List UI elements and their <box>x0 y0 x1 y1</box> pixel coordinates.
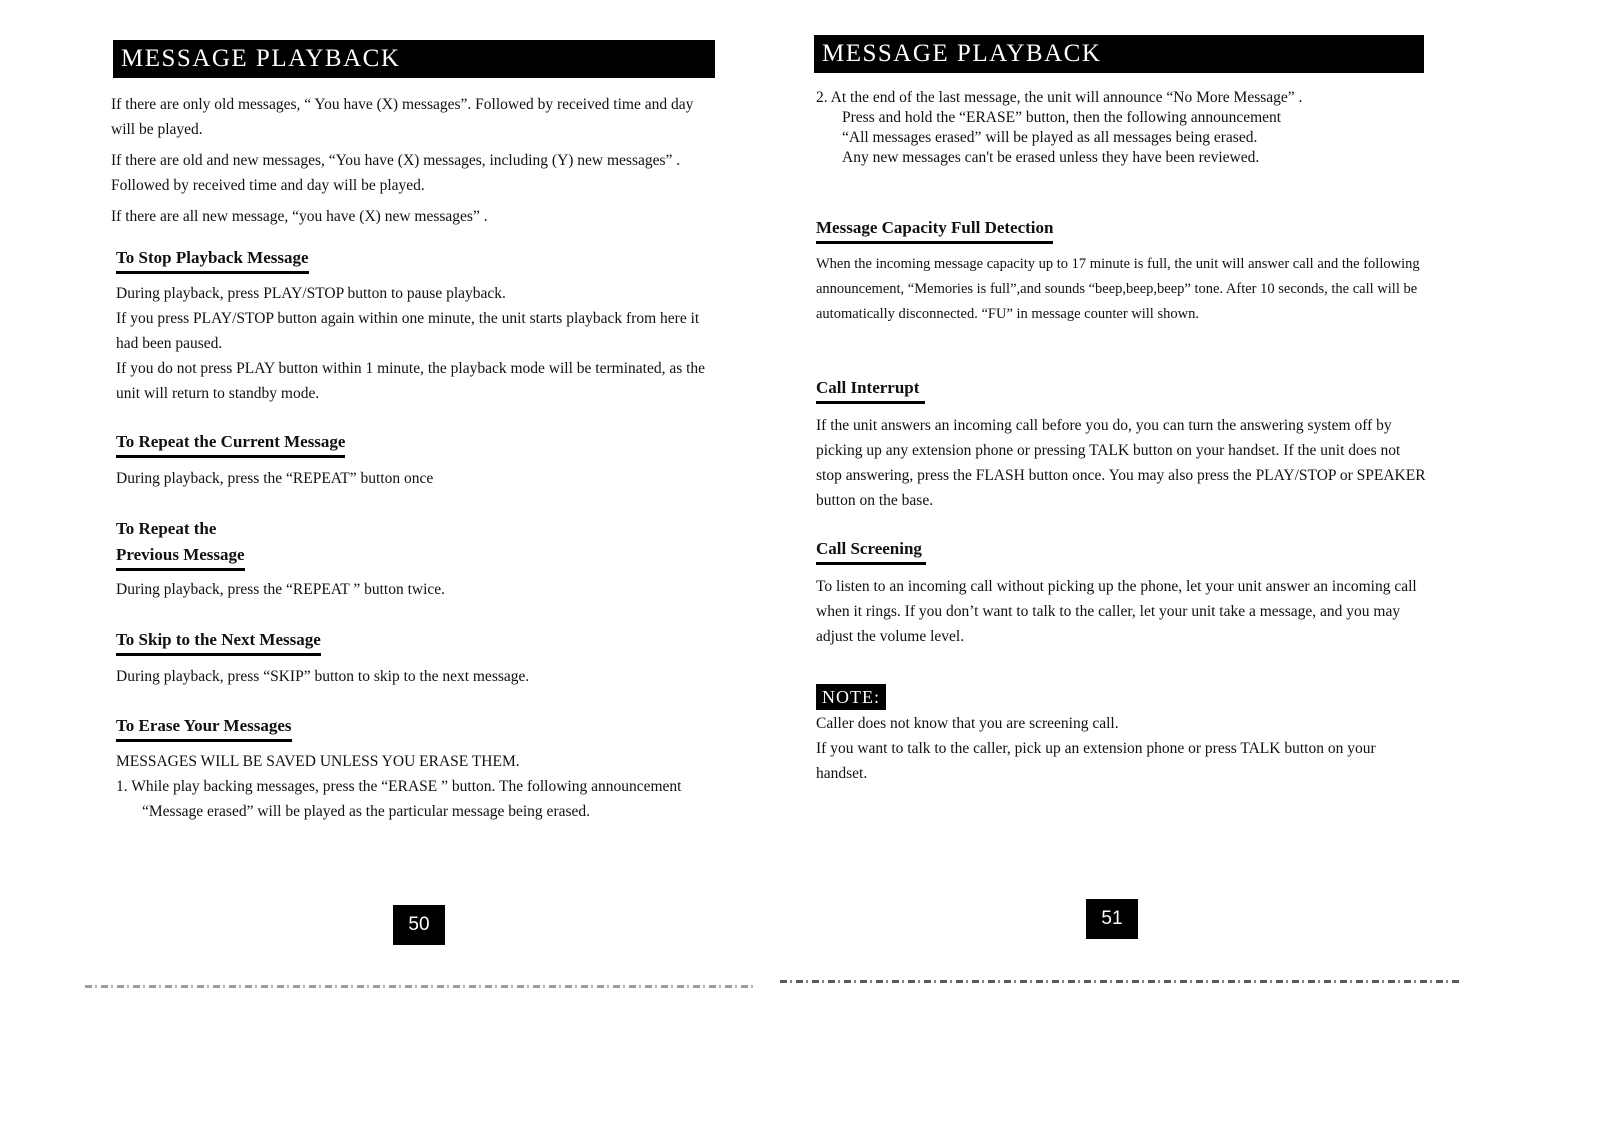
repeat-current-text: During playback, press the “REPEAT” button once <box>116 470 434 487</box>
call-interrupt-text: If the unit answers an incoming call before you do, you can turn the answering system off by picking up any extension phone or pressing TALK button on your handset. If the unit does not stop answering, press the FLASH button once. You may also press the PLAY/STOP or SPEAKER button on the base. <box>816 417 1426 509</box>
page-number-50: 50 <box>393 905 445 945</box>
note-text <box>816 711 1428 786</box>
left-page-banner: MESSAGE PLAYBACK <box>113 40 715 78</box>
capacity-heading: Message Capacity Full Detection <box>816 216 1053 244</box>
scan-artifact-left <box>85 985 755 988</box>
left-page <box>0 0 806 1138</box>
scan-artifact-right <box>780 980 1460 983</box>
right-page-banner: MESSAGE PLAYBACK <box>814 35 1424 73</box>
intro-old-only: If there are only old messages, “ You have (X) messages”. Followed by received time and day will be played. <box>111 96 694 138</box>
stop-line-2: If you press PLAY/STOP button again within one minute, the unit starts playback from here it had been paused. <box>116 310 700 352</box>
item2-line-4: Any new messages can't be erased unless they have been reviewed. <box>842 149 1260 166</box>
skip-text: During playback, press “SKIP” button to skip to the next message. <box>116 668 530 685</box>
erase-heading: To Erase Your Messages <box>116 714 292 742</box>
call-screening-text: To listen to an incoming call without picking up the phone, let your unit answer an incoming call when it rings. If you don’t want to talk to the caller, let your unit take a message, and you may adjust the volume level. <box>816 578 1417 645</box>
note-label: NOTE: <box>816 684 886 710</box>
call-interrupt-heading: Call Interrupt <box>816 376 925 404</box>
call-screening-heading: Call Screening <box>816 537 926 565</box>
erase-item-2 <box>816 88 1436 168</box>
erase-item-1: 1. While play backing messages, press the “ERASE ” button. The following announcement “Message erased” will be played as the particular message being erased. <box>116 778 682 820</box>
stop-line-3: If you do not press PLAY button within 1 minute, the playback mode will be terminated, as the unit will return to standby mode. <box>116 360 706 402</box>
item2-line-2: Press and hold the “ERASE” button, then the following announcement <box>842 109 1282 126</box>
repeat-current-heading: To Repeat the Current Message <box>116 430 345 458</box>
stop-playback-heading: To Stop Playback Message <box>116 246 309 274</box>
item2-line-1: 2. At the end of the last message, the unit will announce “No More Message” . <box>816 89 1303 106</box>
intro-old-and-new: If there are old and new messages, “You have (X) messages, including (Y) new messages” . Followed by received time and day will be played. <box>111 152 681 194</box>
erase-text <box>116 749 720 824</box>
capacity-text: When the incoming message capacity up to 17 minute is full, the unit will answer call and the following announcement, “Memories is full”,and sounds “beep,beep,beep” tone. After 10 seconds, the call will be automatically disconnected. “FU” in message counter will shown. <box>816 256 1420 322</box>
skip-heading: To Skip to the Next Message <box>116 628 321 656</box>
item2-line-3: “All messages erased” will be played as all messages being erased. <box>842 129 1258 146</box>
erase-warning: MESSAGES WILL BE SAVED UNLESS YOU ERASE THEM. <box>116 753 520 770</box>
repeat-previous-heading <box>116 516 245 572</box>
repeat-previous-heading-line1: To Repeat the <box>116 519 217 538</box>
repeat-previous-heading-line2: Previous Message <box>116 542 245 571</box>
right-page <box>806 0 1613 1138</box>
page-number-51: 51 <box>1086 899 1138 939</box>
stop-playback-text <box>116 281 720 406</box>
left-intro <box>111 92 721 229</box>
intro-all-new: If there are all new message, “you have (X) new messages” . <box>111 208 488 225</box>
stop-line-1: During playback, press PLAY/STOP button to pause playback. <box>116 285 506 302</box>
note-line-1: Caller does not know that you are screening call. <box>816 715 1119 732</box>
repeat-previous-text: During playback, press the “REPEAT ” button twice. <box>116 581 446 598</box>
note-line-2: If you want to talk to the caller, pick up an extension phone or press TALK button on your handset. <box>816 740 1376 782</box>
